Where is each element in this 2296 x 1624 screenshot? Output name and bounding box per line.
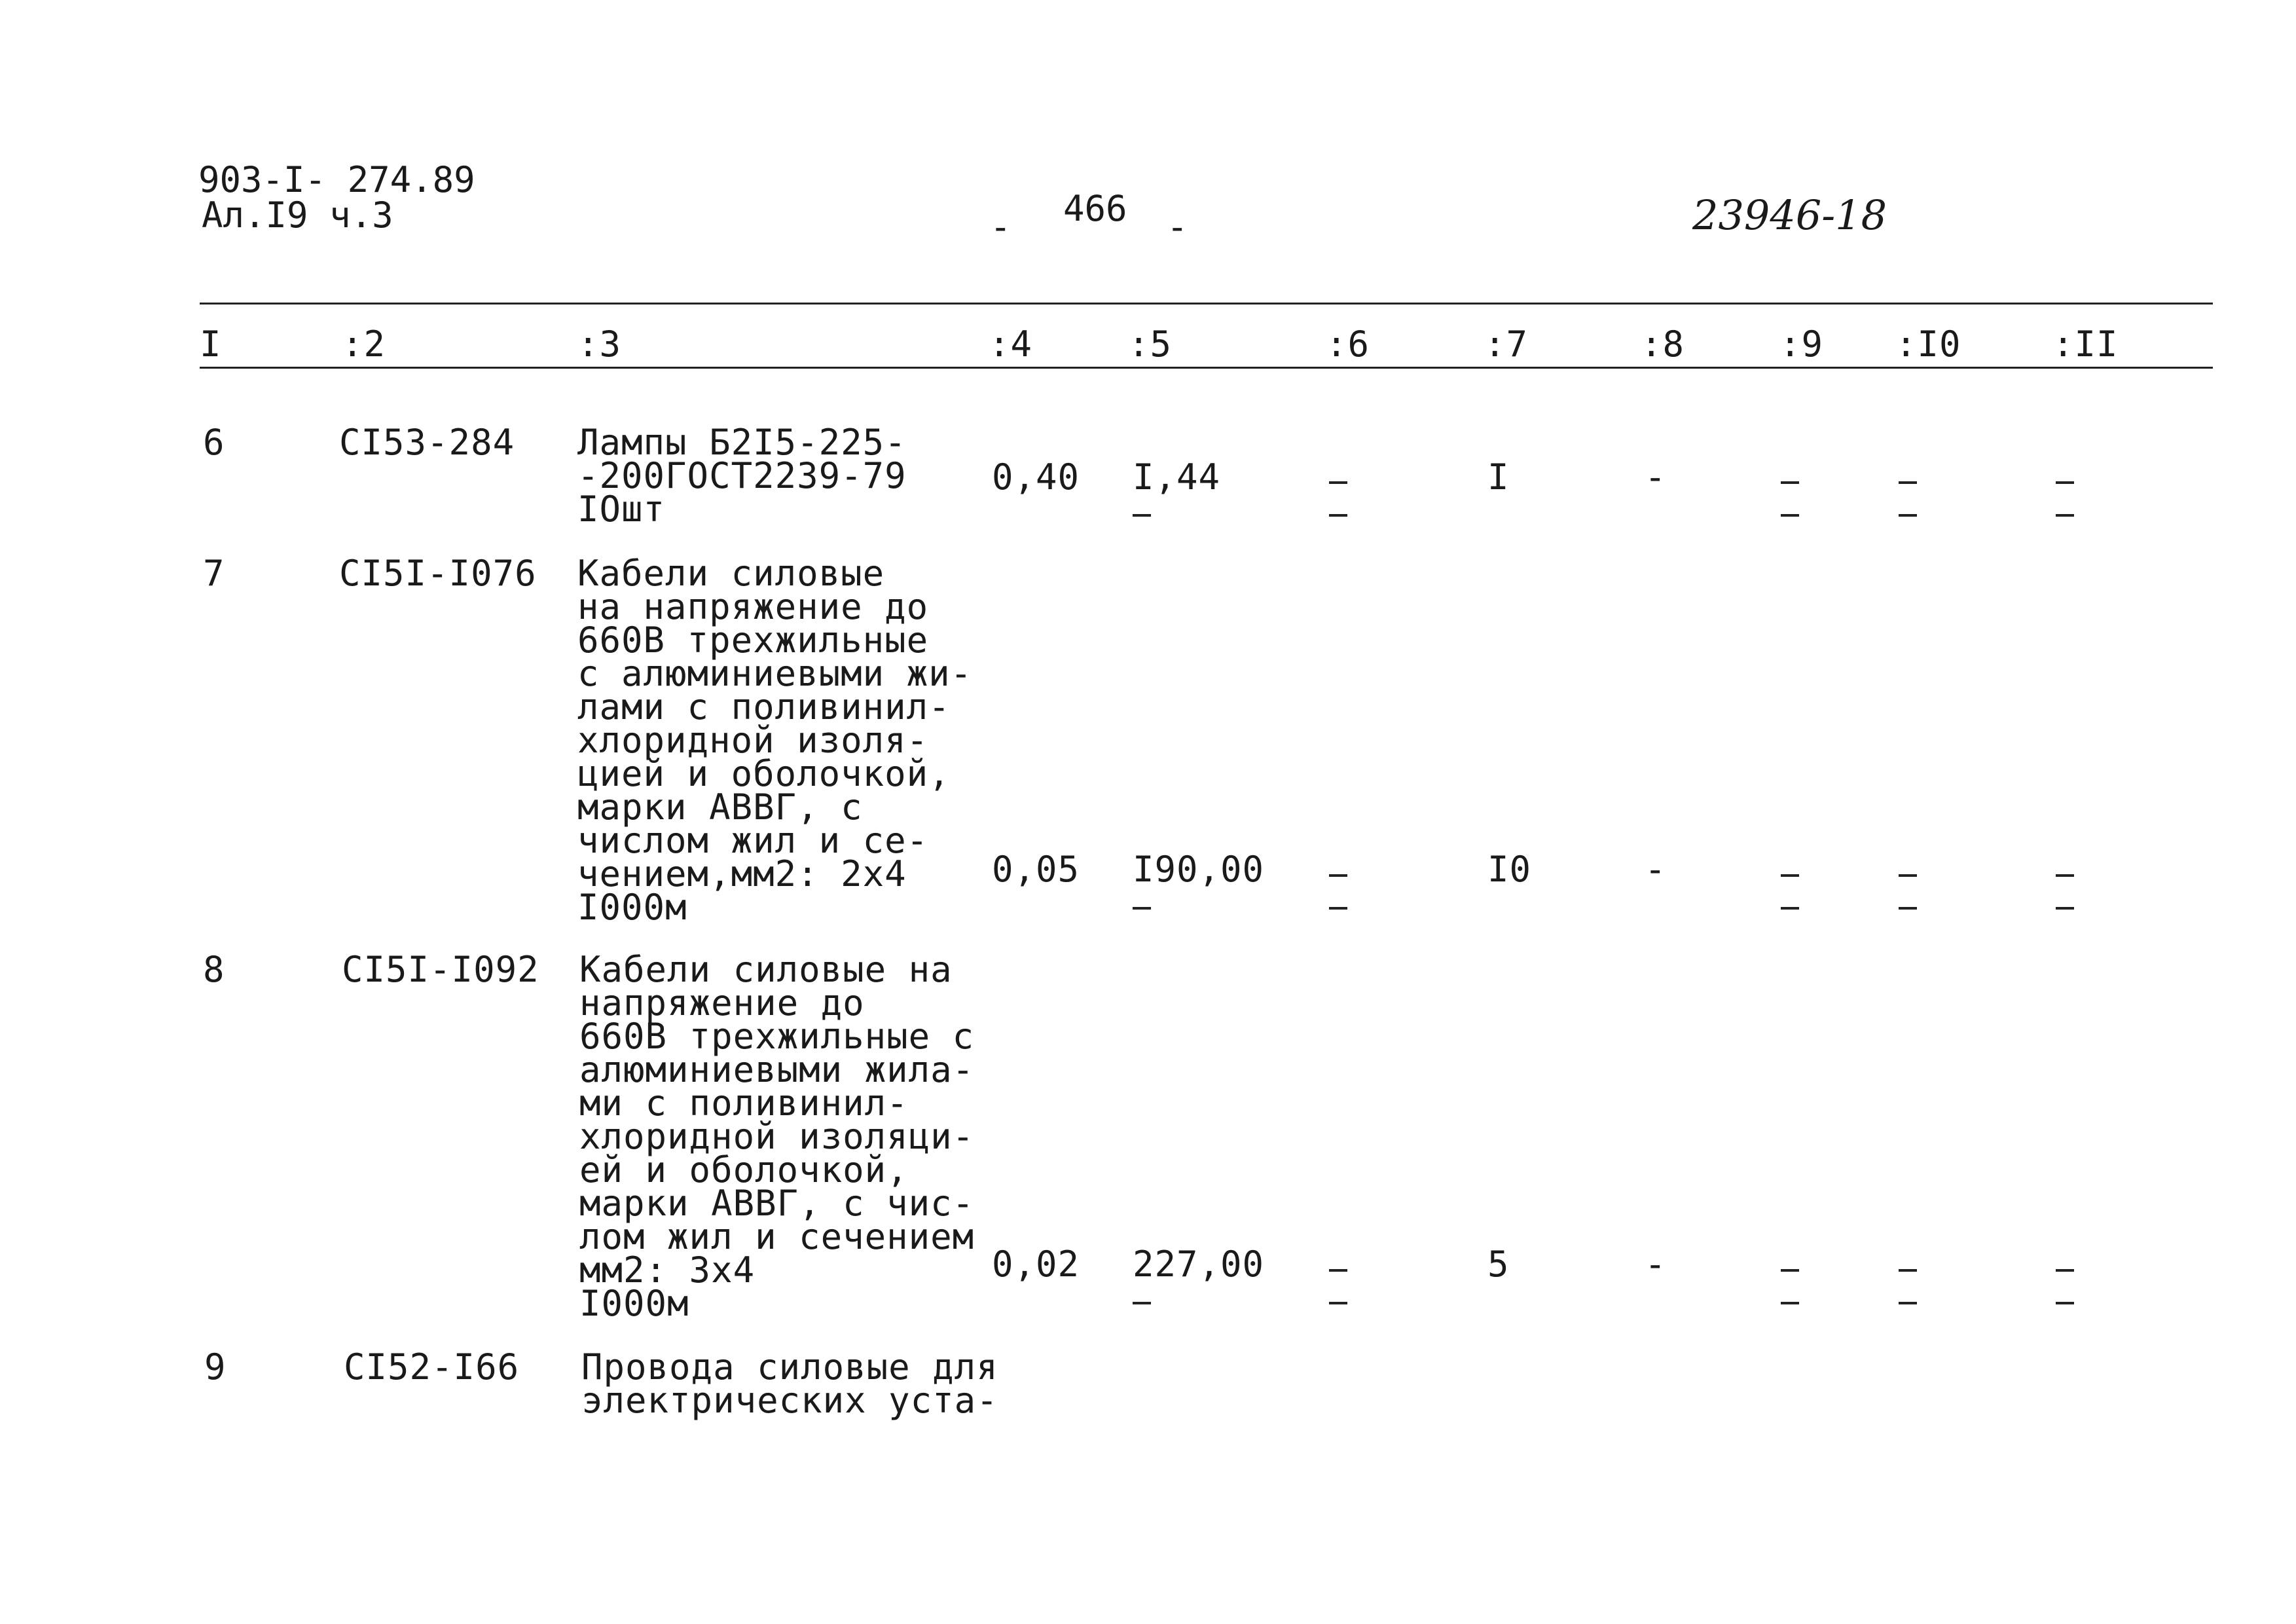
page-number-dash-right: - (1167, 206, 1188, 248)
dash-mark (1899, 907, 1917, 910)
registration-number: 23946-18 (1692, 191, 1887, 239)
dash-mark (1781, 874, 1799, 877)
dash-mark (1899, 1302, 1917, 1304)
row-col5-value: I90,00 (1133, 849, 1265, 890)
column-header-9: :9 (1779, 323, 1824, 365)
dash-mark (1133, 907, 1151, 910)
dash-mark (1329, 514, 1347, 517)
dash-mark (1781, 1269, 1799, 1272)
dash-mark (2056, 514, 2074, 517)
column-header-8: :8 (1641, 323, 1685, 365)
column-header-7: :7 (1484, 323, 1529, 365)
row-col7-value: I0 (1487, 849, 1532, 890)
dash-mark (2056, 874, 2074, 877)
row-col8-value: - (1645, 849, 1667, 890)
row-number: 6 (203, 422, 225, 463)
row-col8-value: - (1645, 456, 1667, 498)
dash-mark (2056, 907, 2074, 910)
dash-mark (1899, 481, 1917, 484)
column-header-5: :5 (1128, 323, 1173, 365)
row-col4-value: 0,40 (992, 456, 1080, 498)
dash-mark (2056, 481, 2074, 484)
row-description: Лампы Б2I5-225- -200ГОСТ2239-79 IOшт (577, 422, 907, 530)
column-header-11: :II (2052, 323, 2119, 365)
dash-mark (1899, 874, 1917, 877)
dash-mark (1329, 1302, 1347, 1304)
row-code: CI5I-I076 (339, 553, 537, 594)
dash-mark (2056, 1269, 2074, 1272)
column-header-6: :6 (1326, 323, 1370, 365)
row-code: CI53-284 (339, 422, 515, 463)
row-col5-value: 227,00 (1133, 1244, 1265, 1285)
row-col4-value: 0,05 (992, 849, 1080, 890)
row-code: CI5I-I092 (342, 949, 539, 990)
row-col5-value: I,44 (1133, 456, 1221, 498)
dash-mark (1899, 1269, 1917, 1272)
row-description: Кабели силовые на напряжение до 660В трехжильные с алюминиевыми жила- ми с поливинил- хлоридной изоляци- ей и оболочкой, марки АВВГ, с чис- лом жил и сечением мм2: 3х4 I000м (579, 949, 975, 1324)
dash-mark (1133, 514, 1151, 517)
dash-mark (1899, 514, 1917, 517)
column-header-4: :4 (989, 323, 1033, 365)
row-number: 7 (203, 553, 225, 594)
column-header-1: I (200, 323, 222, 365)
row-description: Провода силовые для электрических уста- (581, 1346, 998, 1421)
dash-mark (1329, 481, 1347, 484)
table-header-bottom-rule (200, 367, 2213, 369)
album-part-label: Ал.I9 ч.3 (202, 194, 393, 236)
column-header-2: :2 (342, 323, 386, 365)
column-header-3: :3 (577, 323, 622, 365)
row-code: CI52-I66 (344, 1346, 520, 1388)
column-header-10: :I0 (1895, 323, 1961, 365)
table-top-rule (200, 303, 2213, 304)
row-col7-value: 5 (1487, 1244, 1510, 1285)
dash-mark (1329, 1269, 1347, 1272)
row-col8-value: - (1645, 1244, 1667, 1285)
row-number: 9 (204, 1346, 227, 1388)
row-number: 8 (203, 949, 225, 990)
dash-mark (1329, 874, 1347, 877)
dash-mark (1329, 907, 1347, 910)
row-description: Кабели силовые на напряжение до 660В трехжильные с алюминиевыми жи- лами с поливинил- хлоридной изоля- цией и оболочкой, марки АВВГ, с числом жил и се- чением,мм2: 2х4 I000м (577, 553, 973, 928)
dash-mark (1781, 907, 1799, 910)
dash-mark (2056, 1302, 2074, 1304)
dash-mark (1133, 1302, 1151, 1304)
dash-mark (1781, 1302, 1799, 1304)
dash-mark (1781, 481, 1799, 484)
document-code: 903-I- 274.89 (198, 159, 475, 200)
page-number-dash-left: - (990, 206, 1011, 248)
dash-mark (1781, 514, 1799, 517)
page-number: 466 (1063, 188, 1127, 229)
row-col4-value: 0,02 (992, 1244, 1080, 1285)
row-col7-value: I (1487, 456, 1510, 498)
